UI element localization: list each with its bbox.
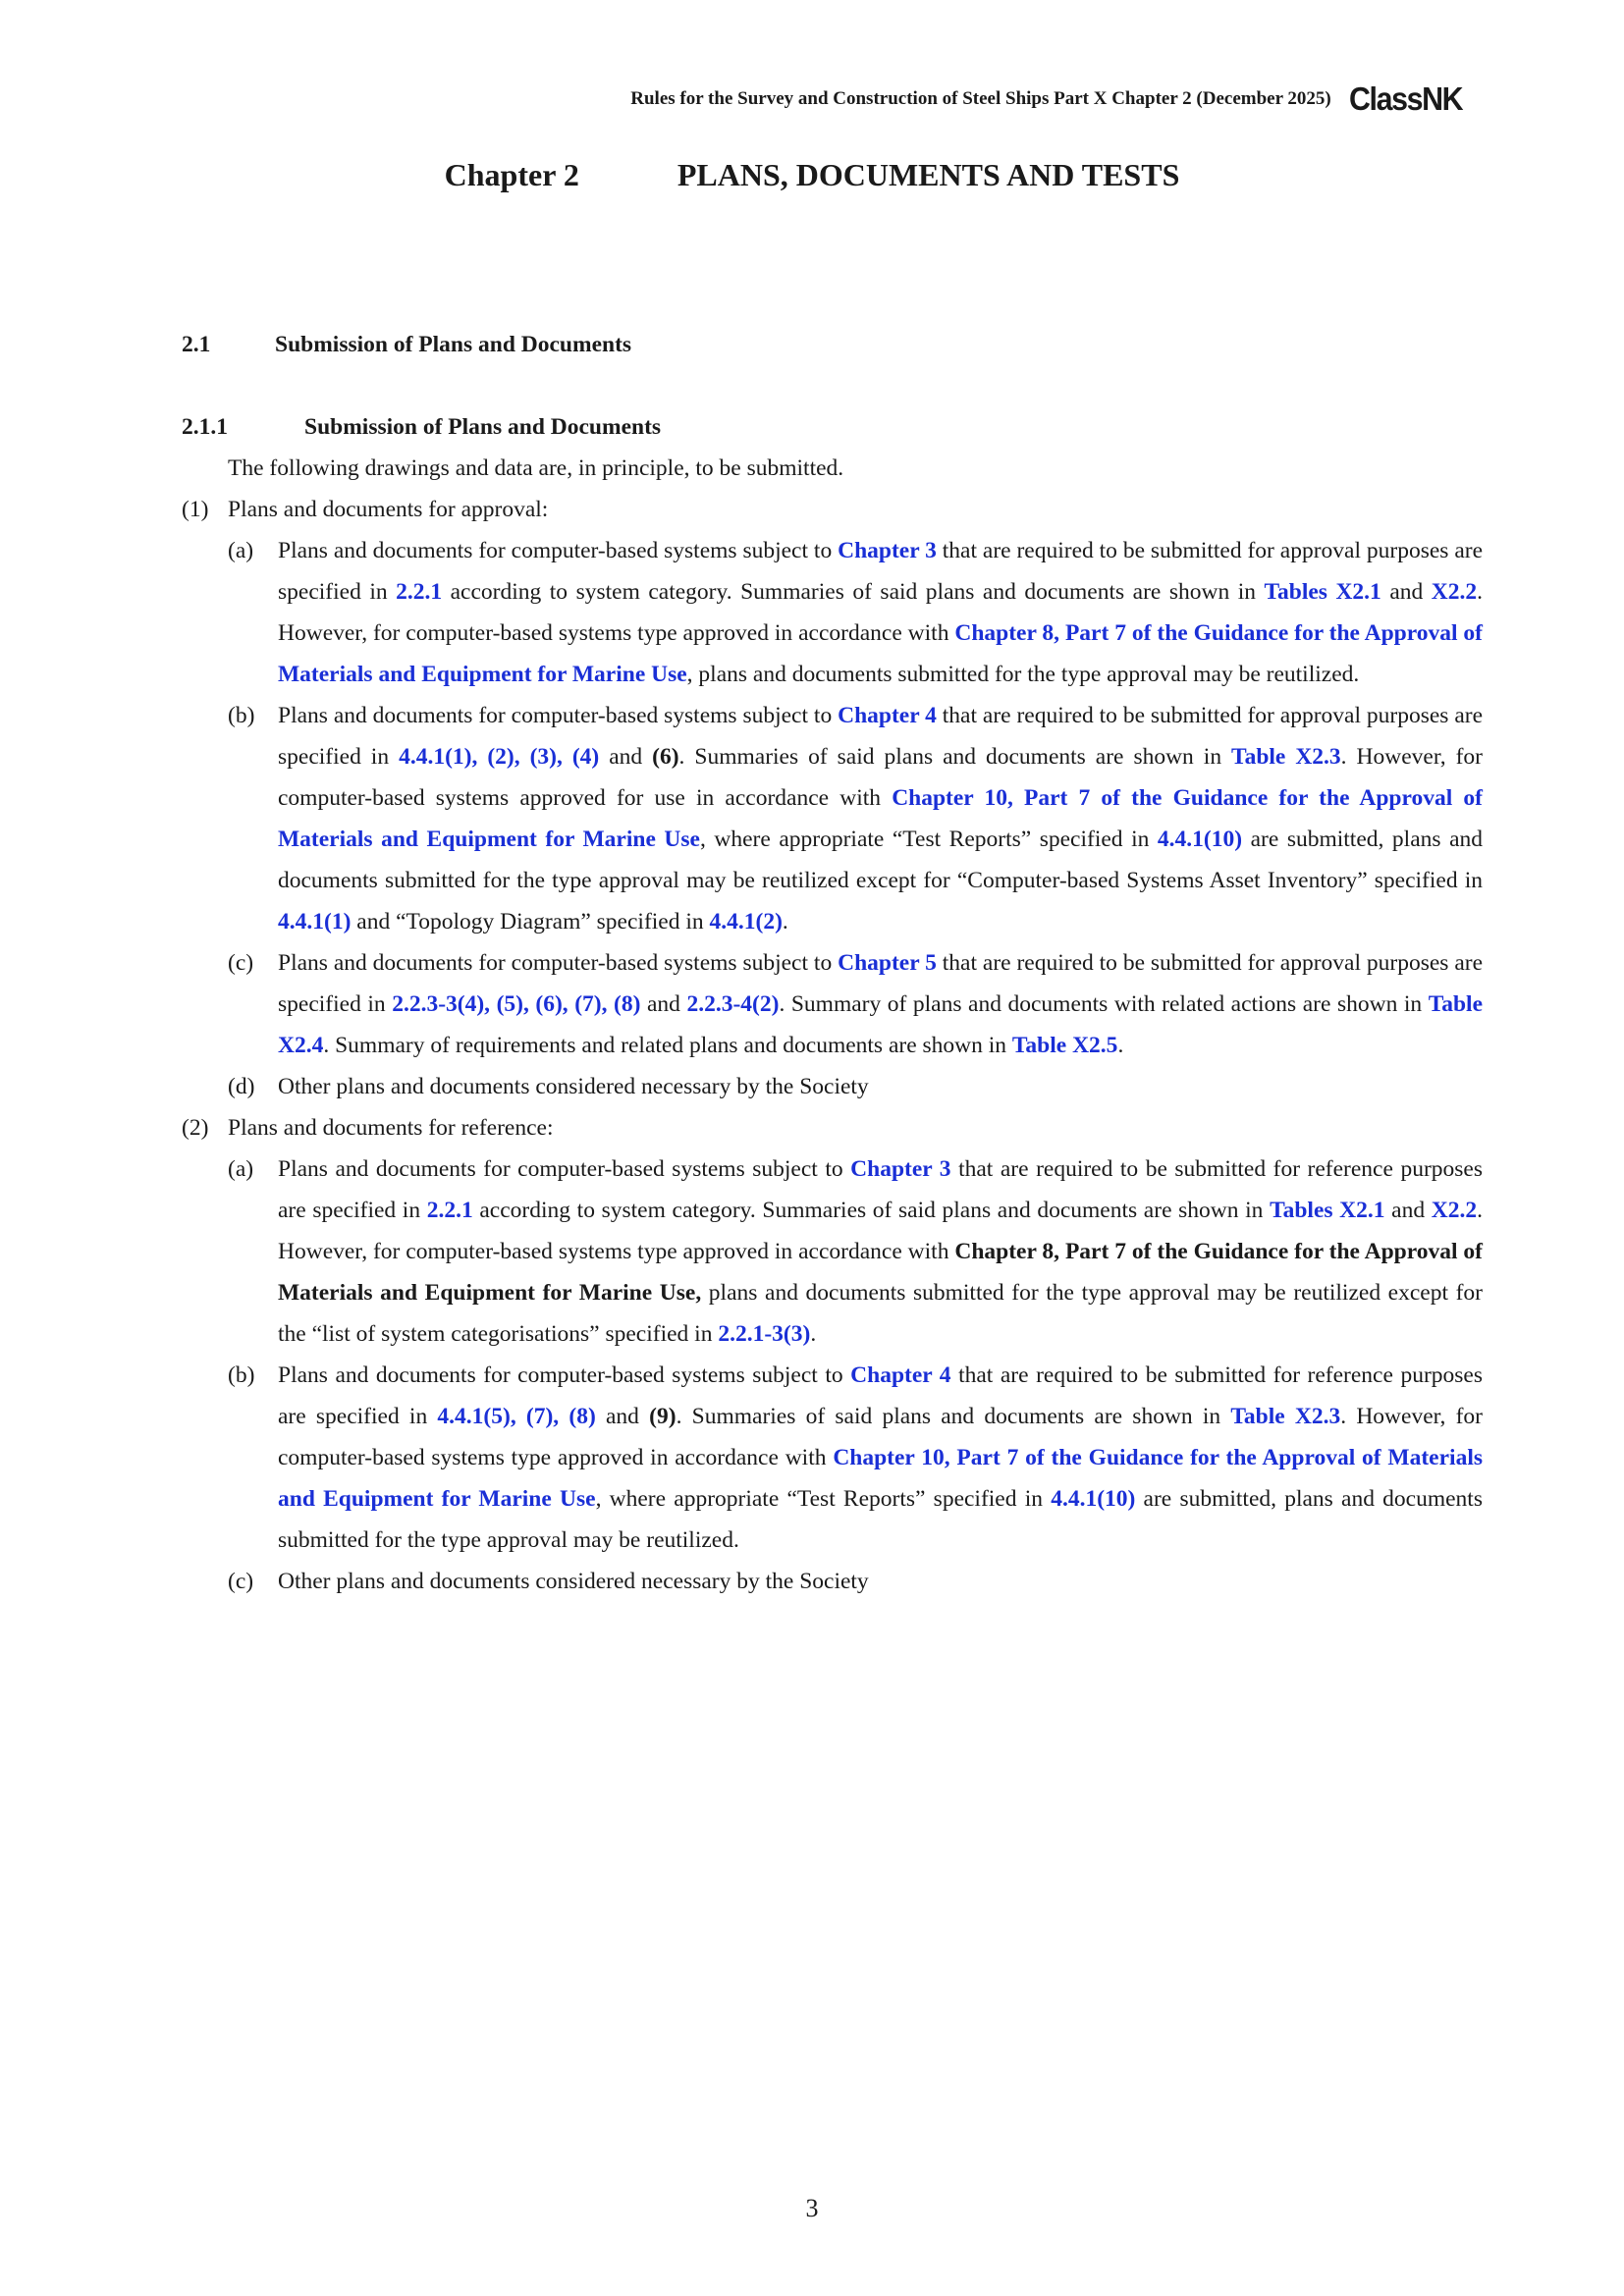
reference-link[interactable]: 4.4.1(5), (7), (8) <box>437 1404 596 1429</box>
list-label: (c) <box>228 950 254 976</box>
list-item-1c <box>228 942 1483 1066</box>
reference-link[interactable]: Tables X2.1 <box>1264 579 1381 605</box>
reference-link[interactable]: X2.2 <box>1431 579 1478 605</box>
reference-link[interactable]: X2.2 <box>1431 1198 1478 1223</box>
reference-link[interactable]: Table X2.5 <box>1011 1033 1118 1058</box>
reference-link[interactable]: 4.4.1(2) <box>709 909 783 934</box>
list-item-2a <box>228 1148 1483 1355</box>
list-label: (1) <box>182 497 209 522</box>
reference-link[interactable]: Tables X2.1 <box>1270 1198 1385 1223</box>
reference-link[interactable]: Chapter 3 <box>838 538 937 563</box>
reference-link[interactable]: Chapter 5 <box>838 950 937 976</box>
chapter-name: PLANS, DOCUMENTS AND TESTS <box>677 157 1180 192</box>
list-text: Plans and documents for reference: <box>228 1115 554 1141</box>
reference-link[interactable]: 4.4.1(10) <box>1051 1486 1136 1512</box>
intro-paragraph: The following drawings and data are, in principle, to be submitted. <box>228 455 844 481</box>
document-body <box>182 324 1483 1602</box>
list-text: Plans and documents for computer-based systems subject to Chapter 3 that are required to be submitted for reference purposes are specified in 2.2.1 according to system category. Summaries of said plans and documents are shown in Tables X2.1 and X2.2. However, for computer-based systems type approved in accordance with Chapter 8, Part 7 of the Guidance for the Approval of Materials and Equipment for Marine Use, plans and documents submitted for the type approval may be reutilized except for the “list of system categorisations” specified in 2.2.1-3(3). <box>278 1156 1484 1347</box>
reference-link[interactable]: 2.2.1 <box>396 579 443 605</box>
reference-link[interactable]: Chapter 4 <box>850 1362 951 1388</box>
bold-reference: Chapter 8, Part 7 of the Guidance for the Approval of Materials and Equipment for Marine Use, <box>278 1239 1483 1306</box>
reference-link[interactable]: Table X2.4 <box>278 991 1483 1058</box>
subsection-title: Submission of Plans and Documents <box>304 414 662 440</box>
list-item-1 <box>182 489 1483 530</box>
reference-link[interactable]: Chapter 4 <box>838 703 937 728</box>
reference-link[interactable]: Chapter 10, Part 7 of the Guidance for the Approval of Materials and Equipment for Marine Use <box>278 1445 1483 1512</box>
reference-link[interactable]: 2.2.3-3(4), (5), (6), (7), (8) <box>392 991 641 1017</box>
reference-link[interactable]: Chapter 10, Part 7 of the Guidance for the Approval of Materials and Equipment for Marine Use <box>278 785 1483 852</box>
list-text: Plans and documents for approval: <box>228 497 549 522</box>
list-item-1a <box>228 530 1483 695</box>
section-number: 2.1 <box>182 332 211 357</box>
list-item-2 <box>182 1107 1483 1148</box>
list-label: (b) <box>228 703 255 728</box>
list-label: (a) <box>228 538 254 563</box>
chapter-title <box>0 157 1624 193</box>
reference-link[interactable]: Table X2.3 <box>1230 1404 1341 1429</box>
list-text: Plans and documents for computer-based systems subject to Chapter 3 that are required to be submitted for approval purposes are specified in 2.2.1 according to system category. Summaries of said plans and documents are shown in Tables X2.1 and X2.2. However, for computer-based systems type approved in accordance with Chapter 8, Part 7 of the Guidance for the Approval of Materials and Equipment for Marine Use, plans and documents submitted for the type approval may be reutilized. <box>278 538 1483 687</box>
list-item-1b <box>228 695 1483 942</box>
running-title: Rules for the Survey and Construction of Steel Ships Part X Chapter 2 (December 2025) <box>630 88 1331 109</box>
reference-link[interactable]: 4.4.1(10) <box>1157 827 1243 852</box>
running-header <box>630 80 1472 118</box>
list-text: Plans and documents for computer-based systems subject to Chapter 4 that are required to be submitted for reference purposes are specified in 4.4.1(5), (7), (8) and (9). Summaries of said plans and documents are shown in Table X2.3. However, for computer-based systems type approved in accordance with Chapter 10, Part 7 of the Guidance for the Approval of Materials and Equipment for Marine Use, where appropriate “Test Reports” specified in 4.4.1(10) are submitted, plans and documents submitted for the type approval may be reutilized. <box>278 1362 1483 1553</box>
section-title: Submission of Plans and Documents <box>275 332 632 357</box>
page-number: 3 <box>805 2194 819 2222</box>
list-text: Plans and documents for computer-based systems subject to Chapter 5 that are required to be submitted for approval purposes are specified in 2.2.3-3(4), (5), (6), (7), (8) and 2.2.3-4(2). Summary of plans and documents with related actions are shown in Table X2.4. Summary of requirements and related plans and documents are shown in Table X2.5. <box>278 950 1483 1058</box>
reference-link[interactable]: 4.4.1(1), (2), (3), (4) <box>399 744 600 770</box>
reference-link[interactable]: 2.2.3-4(2) <box>686 991 780 1017</box>
list-label: (d) <box>228 1074 255 1099</box>
list-text: Other plans and documents considered necessary by the Society <box>278 1569 869 1594</box>
list-label: (c) <box>228 1569 254 1594</box>
list-item-1d <box>228 1066 1483 1107</box>
list-label: (b) <box>228 1362 255 1388</box>
list-label: (a) <box>228 1156 254 1182</box>
list-label: (2) <box>182 1115 209 1141</box>
subsection-number: 2.1.1 <box>182 414 228 440</box>
reference-link[interactable]: 2.2.1 <box>426 1198 473 1223</box>
list-text: Other plans and documents considered necessary by the Society <box>278 1074 869 1099</box>
subsection-heading <box>182 406 1483 448</box>
chapter-number: Chapter 2 <box>444 157 579 192</box>
bold-reference: (9) <box>649 1404 677 1429</box>
list-item-2b <box>228 1355 1483 1561</box>
list-item-2c <box>228 1561 1483 1602</box>
reference-link[interactable]: Chapter 8, Part 7 of the Guidance for the Approval of Materials and Equipment for Marine Use <box>278 620 1483 687</box>
section-heading <box>182 324 1483 365</box>
reference-link[interactable]: Chapter 3 <box>850 1156 951 1182</box>
reference-link[interactable]: 2.2.1-3(3) <box>718 1321 811 1347</box>
reference-link[interactable]: Table X2.3 <box>1231 744 1341 770</box>
bold-reference: (6) <box>652 744 679 770</box>
reference-link[interactable]: 4.4.1(1) <box>278 909 352 934</box>
list-text: Plans and documents for computer-based systems subject to Chapter 4 that are required to be submitted for approval purposes are specified in 4.4.1(1), (2), (3), (4) and (6). Summaries of said plans and documents are shown in Table X2.3. However, for computer-based systems approved for use in accordance with Chapter 10, Part 7 of the Guidance for the Approval of Materials and Equipment for Marine Use, where appropriate “Test Reports” specified in 4.4.1(10) are submitted, plans and documents submitted for the type approval may be reutilized except for “Computer-based Systems Asset Inventory” specified in 4.4.1(1) and “Topology Diagram” specified in 4.4.1(2). <box>278 703 1483 934</box>
classnk-logo: ClassNK <box>1348 80 1462 117</box>
